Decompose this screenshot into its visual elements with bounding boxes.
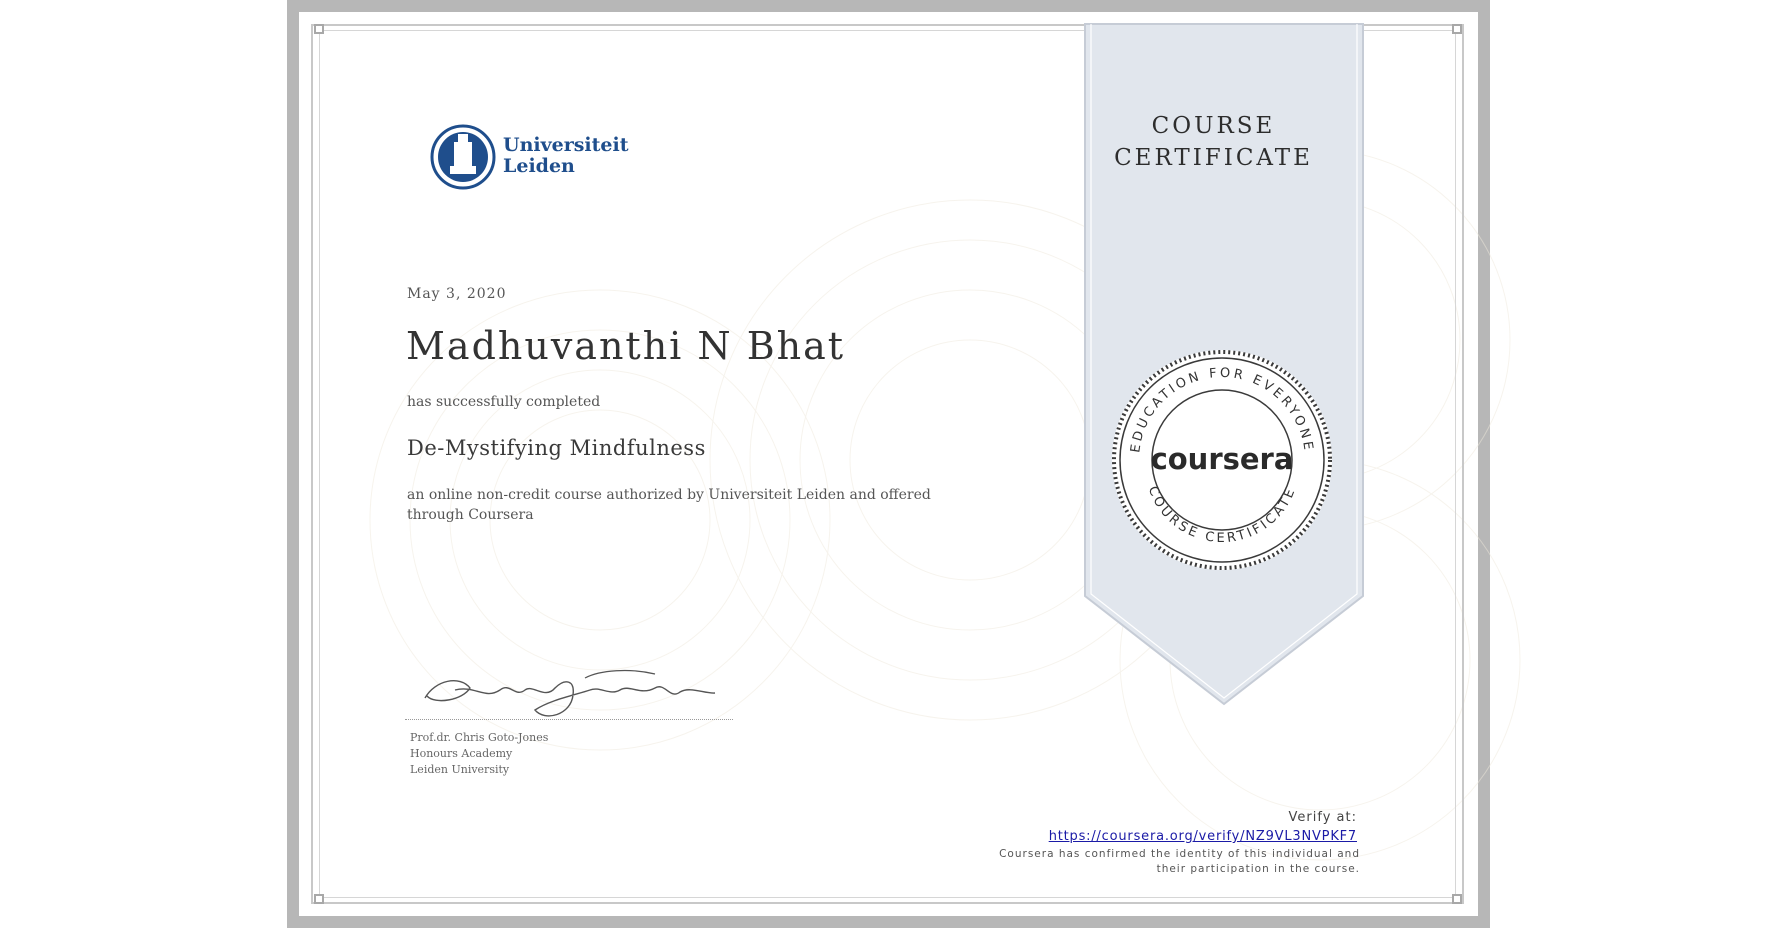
ribbon-title bbox=[1085, 110, 1342, 174]
course-name: De-Mystifying Mindfulness bbox=[407, 436, 706, 460]
corner-ornament-top-right bbox=[1452, 24, 1462, 34]
seal-brand-wordmark: coursera bbox=[1150, 442, 1294, 476]
leiden-seal-icon bbox=[430, 120, 629, 196]
verify-link[interactable]: https://coursera.org/verify/NZ9VL3NVPKF7 bbox=[1048, 829, 1357, 844]
recipient-name: Madhuvanthi N Bhat bbox=[406, 324, 846, 368]
completed-text: has successfully completed bbox=[407, 394, 601, 410]
corner-ornament-bottom-left bbox=[314, 894, 324, 904]
identity-confirmation bbox=[990, 847, 1360, 877]
confirmation-line1: Coursera has confirmed the identity of this individual and bbox=[999, 848, 1360, 860]
signature-image bbox=[415, 660, 735, 720]
signer-organization: Leiden University bbox=[410, 763, 510, 776]
verify-label: Verify at: bbox=[1288, 810, 1357, 825]
confirmation-line2: their participation in the course. bbox=[1156, 863, 1360, 875]
corner-ornament-top-left bbox=[314, 24, 324, 34]
course-description: an online non-credit course authorized by Universiteit Leiden and offered through Coursera bbox=[407, 487, 931, 523]
coursera-seal bbox=[1109, 347, 1335, 573]
ribbon-title-line2: CERTIFICATE bbox=[1114, 145, 1313, 171]
seal-ring-text-top: EDUCATION FOR EVERYONE bbox=[1128, 365, 1316, 454]
ribbon-title-line1: COURSE bbox=[1151, 113, 1276, 139]
signer-name: Prof.dr. Chris Goto-Jones bbox=[410, 731, 549, 744]
seal-ring-text-bottom: COURSE CERTIFICATE bbox=[1144, 484, 1300, 547]
logo-text-line2: Leiden bbox=[503, 155, 575, 177]
verify-block bbox=[1000, 810, 1357, 844]
signer-department: Honours Academy bbox=[410, 747, 513, 760]
logo-text-line1: Universiteit bbox=[503, 134, 629, 156]
signer-block bbox=[410, 730, 548, 778]
universiteit-leiden-logo bbox=[430, 120, 629, 196]
corner-ornament-bottom-right bbox=[1452, 894, 1462, 904]
completion-date: May 3, 2020 bbox=[407, 286, 507, 302]
signature-line bbox=[405, 719, 733, 720]
